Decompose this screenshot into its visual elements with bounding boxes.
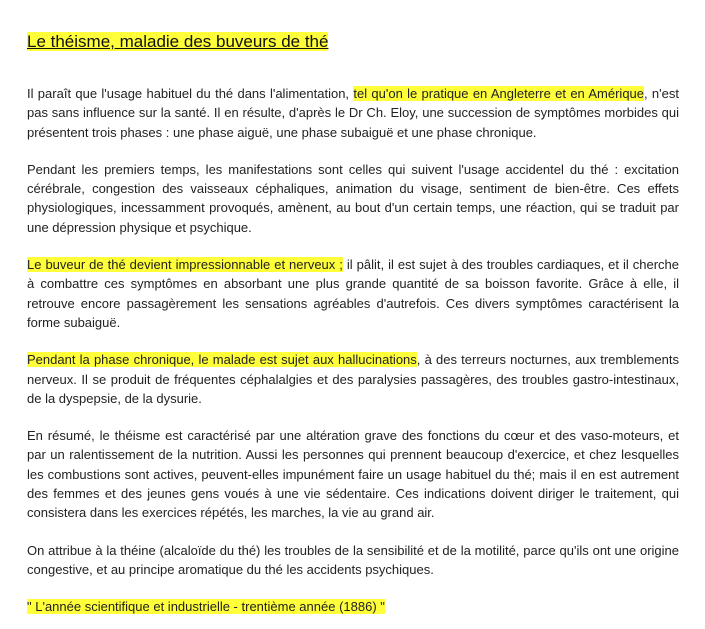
highlight-1: tel qu'on le pratique en Angleterre et en Amérique (353, 86, 645, 101)
highlight-4: Pendant la phase chronique, le malade est sujet aux hallucinations (27, 352, 417, 368)
highlight-3: Le buveur de thé devient impressionnable et nerveux ; (27, 257, 343, 273)
title-highlight: Le théisme, maladie des buveurs de thé (27, 32, 329, 51)
paragraph-4: Pendant la phase chronique, le malade est sujet aux hallucinations, à des terreurs nocturnes, aux tremblements nerveux. Il se produit de fréquentes céphalalgies et des paralysies passagères, des troubles gastro-intestinaux, de la dyspepsie, de la dysurie. (27, 352, 679, 406)
page-title (27, 30, 328, 54)
paragraph-2: Pendant les premiers temps, les manifestations sont celles qui suivent l'usage accidentel du thé : excitation cérébrale, congestion des vaisseaux céphaliques, animation du visage, sentiment de bien-être. Ces effets physiologiques, incessamment provoqués, amènent, au bout d'un certain temps, une réaction, qui se traduit par une dépression physique et psychique. (27, 161, 679, 235)
paragraph-3: Le buveur de thé devient impressionnable et nerveux ; il pâlit, il est sujet à des troubles cardiaques, et il cherche à combattre ces symptômes en absorbant une plus grande quantité de sa boisson favorite. Grâce à elle, il retrouve encore passagèrement les sensations agréables d'autrefois. Ces divers symptômes caractérisent la forme subaiguë. (27, 257, 680, 330)
paragraph-5: En résumé, le théisme est caractérisé par une altération grave des fonctions du cœur et des vaso-moteurs, et par un ralentissement de la nutrition. Aussi les personnes qui prennent beaucoup d'exercice, et chez lesquelles les combustions sont actives, peuvent-elles impunément faire un usage habituel du thé; mais il en est autrement des femmes et des jeunes gens voués à une vie sédentaire. Ces indications doivent diriger le traitement, qui consistera dans les exercices répétés, les marches, la vie au grand air. (27, 428, 679, 521)
source-highlight: " L'année scientifique et industrielle - trentième année (1886) " (27, 599, 385, 615)
paragraph-1: Il paraît que l'usage habituel du thé dans l'alimentation, tel qu'on le pratique en Angleterre et en Amérique, n'est pas sans influence sur la santé. Il en résulte, d'après le Dr Ch. Eloy, une succession de symptômes morbides qui présentent trois phases : une phase aiguë, une phase subaiguë et une phase chronique. (27, 86, 679, 140)
source-citation (27, 597, 679, 616)
paragraph-6: On attribue à la théine (alcaloïde du thé) les troubles de la sensibilité et de la motilité, parce qu'ils ont une origine congestive, et au principe aromatique du thé les accidents psychiques. (27, 542, 679, 577)
